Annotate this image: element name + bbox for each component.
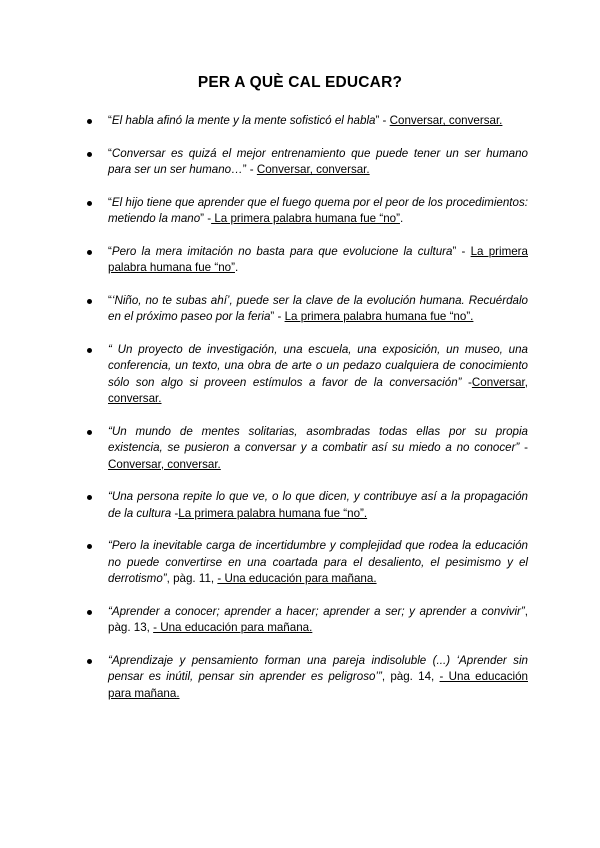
source-suffix: . bbox=[399, 212, 404, 225]
bullet-icon bbox=[87, 430, 92, 435]
bullet-icon bbox=[87, 201, 92, 206]
quote-text: “Aprendizaje y pensamiento forman una pareja indisoluble (...) ‘Aprender sin pensar es inútil, pensar sin aprender es peligroso’” bbox=[108, 653, 528, 683]
list-item bbox=[108, 653, 528, 703]
bullet-icon bbox=[87, 119, 92, 124]
quote-text: “Aprender a conocer; aprender a hacer; aprender a ser; y aprender a convivir” bbox=[108, 604, 525, 618]
source-title: - Una educación para mañana. bbox=[153, 621, 313, 634]
list-item bbox=[108, 146, 528, 179]
source-title: Conversar, conversar. bbox=[108, 375, 528, 405]
source-title: La primera palabra humana fue “no”. bbox=[284, 310, 474, 323]
list-item bbox=[108, 244, 528, 277]
quote-text: “Pero la inevitable carga de incertidumbre y complejidad que rodea la educación no puede convertirse en una coartada para el desaliento, el pesimismo y el derrotismo” bbox=[108, 539, 528, 585]
quote-separator: ” - bbox=[452, 244, 471, 258]
source-title: La primera palabra humana fue “no” bbox=[108, 244, 528, 274]
list-item bbox=[108, 342, 528, 408]
list-item bbox=[108, 604, 528, 637]
quote-open-mark: “ bbox=[108, 114, 112, 127]
quote-list bbox=[108, 113, 528, 718]
quote-separator: - bbox=[461, 375, 472, 389]
bullet-icon bbox=[87, 152, 92, 157]
list-item bbox=[108, 538, 528, 588]
bullet-icon bbox=[87, 659, 92, 664]
bullet-icon bbox=[87, 250, 92, 255]
source-title: - Una educación para mañana. bbox=[108, 670, 528, 700]
source-title: Conversar, conversar. bbox=[108, 457, 221, 471]
quote-separator: ” - bbox=[375, 114, 390, 127]
quote-separator: ” - bbox=[242, 163, 257, 176]
quote-open-mark: “ bbox=[108, 244, 112, 258]
bullet-icon bbox=[87, 544, 92, 549]
quote-text: El habla afinó la mente y la mente sofisticó el habla bbox=[111, 114, 376, 127]
source-suffix: . bbox=[234, 261, 239, 274]
bullet-icon bbox=[87, 495, 92, 500]
quote-text: ‘Niño, no te subas ahí’, puede ser la clave de la evolución humana. Recuérdalo en el próximo paseo por la feria bbox=[108, 293, 528, 323]
page-title: PER A QUÈ CAL EDUCAR? bbox=[197, 74, 403, 91]
quote-text: “ Un proyecto de investigación, una escuela, una exposición, un museo, una conferencia, un texto, una obra de arte o un pedazo cualquiera de conocimiento sólo son algo si proveen estímulos a favor de la conversación” bbox=[108, 342, 528, 389]
source-title: Conversar, conversar. bbox=[389, 114, 503, 127]
source-title: La primera palabra humana fue “no” bbox=[211, 212, 400, 225]
quote-text: El hijo tiene que aprender que el fuego quema por el peor de los procedimientos: metiendo la mano bbox=[108, 195, 528, 225]
quote-text: “Un mundo de mentes solitarias, asombradas todas ellas por su propia existencia, se pusieron a conversar y a combatir así su miedo a no conocer” bbox=[108, 424, 528, 454]
bullet-icon bbox=[87, 348, 92, 353]
quote-text: “Una persona repite lo que ve, o lo que dicen, y contribuye así a la propagación de la cultura bbox=[108, 490, 528, 520]
quote-open-mark: “ bbox=[108, 146, 112, 160]
quote-separator: , pàg. 13, bbox=[108, 604, 528, 634]
bullet-icon bbox=[87, 299, 92, 304]
quote-text: Pero la mera imitación no basta para que evolucione la cultura bbox=[111, 244, 453, 258]
quote-separator: , pàg. 14, bbox=[381, 670, 440, 683]
quote-separator: - bbox=[519, 441, 528, 454]
quote-separator: ” - bbox=[270, 310, 285, 323]
quote-separator: - bbox=[171, 506, 179, 520]
source-title: La primera palabra humana fue “no”. bbox=[178, 506, 368, 520]
quote-text: Conversar es quizá el mejor entrenamiento que puede tener un ser humano para ser un ser humano… bbox=[108, 146, 528, 176]
list-item bbox=[108, 113, 528, 130]
quote-separator: , pàg. 11, bbox=[166, 572, 218, 585]
quote-separator: ” - bbox=[200, 212, 212, 225]
quote-open-mark: “ bbox=[108, 195, 112, 209]
quote-open-mark: “ bbox=[108, 293, 112, 307]
bullet-icon bbox=[87, 610, 92, 615]
list-item bbox=[108, 195, 528, 228]
source-title: Conversar, conversar. bbox=[256, 163, 370, 176]
source-title: - Una educación para mañana. bbox=[217, 572, 377, 585]
list-item bbox=[108, 489, 528, 522]
list-item bbox=[108, 424, 528, 474]
list-item bbox=[108, 293, 528, 326]
